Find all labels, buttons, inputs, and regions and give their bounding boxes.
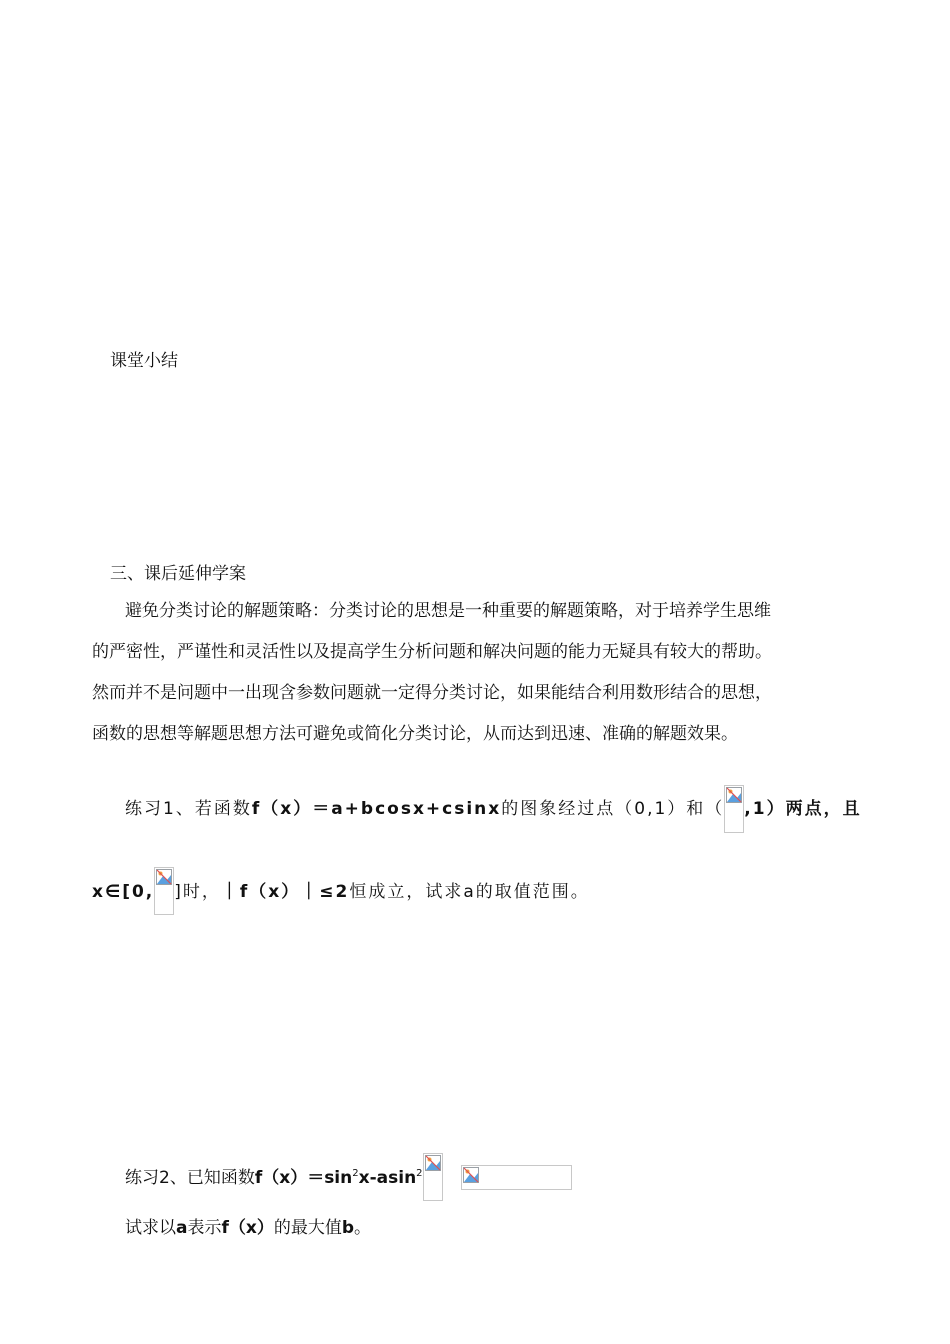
broken-image-icon	[724, 785, 744, 833]
exercise-1-line-2	[92, 880, 590, 928]
exercise-1-interval-start: x∈[0,	[92, 882, 155, 902]
exercise-1-line-1	[125, 797, 862, 845]
exercise-2-var-a: a	[176, 1218, 188, 1238]
exercise-1-point-tail: ,1）两点，且	[744, 799, 862, 819]
summary-heading: 课堂小结	[110, 351, 178, 371]
exercise-2-text-suffix: 的最大值	[273, 1218, 342, 1238]
exercise-1-text-middle: 的图象经过点（0,1）和（	[501, 799, 725, 819]
paragraph-line-3: 然而并不是问题中一出现含参数问题就一定得分类讨论，如果能结合利用数形结合的思想，	[92, 683, 772, 703]
paragraph-line-1: 避免分类讨论的解题策略：分类讨论的思想是一种重要的解题策略，对于培养学生思维	[125, 601, 771, 621]
broken-image-icon	[461, 1165, 572, 1190]
exercise-2-exponent-b: 2	[416, 1168, 423, 1179]
paragraph-line-2: 的严密性，严谨性和灵活性以及提高学生分析问题和解决问题的能力无疑具有较大的帮助。	[92, 642, 772, 662]
exercise-2-text-prefix: 试求以	[125, 1218, 176, 1238]
exercise-2-exponent-a: 2	[352, 1168, 359, 1179]
exercise-1-question: 恒成立，试求a的取值范围。	[349, 882, 590, 902]
broken-image-icon	[423, 1153, 443, 1201]
exercise-2-formula-b: x-asin	[358, 1168, 417, 1188]
exercise-2-var-b: b	[341, 1218, 355, 1238]
exercise-1-formula: f（x）＝a+bcosx+csinx	[251, 799, 502, 819]
broken-image-icon	[154, 867, 174, 915]
exercise-2-label: 练习2、已知函数	[125, 1168, 255, 1188]
exercise-2-text-end: 。	[354, 1218, 372, 1238]
paragraph-line-4: 函数的思想等解题思想方法可避免或简化分类讨论，从而达到迅速、准确的解题效果。	[92, 724, 738, 744]
exercise-2-text-middle: 表示	[187, 1218, 222, 1238]
exercise-1-inequality: ｜f（x）｜≤2	[220, 882, 350, 902]
section-3-heading: 三、课后延伸学案	[110, 564, 246, 584]
exercise-1-interval-end: ]时，	[174, 882, 221, 902]
exercise-2-line-1	[125, 1166, 572, 1214]
exercise-2-line-2	[125, 1216, 371, 1240]
exercise-2-formula-fx: f（x）	[221, 1218, 274, 1238]
exercise-2-formula-a: f（x）＝sin	[254, 1168, 353, 1188]
exercise-1-label: 练习1、若函数	[125, 799, 252, 819]
